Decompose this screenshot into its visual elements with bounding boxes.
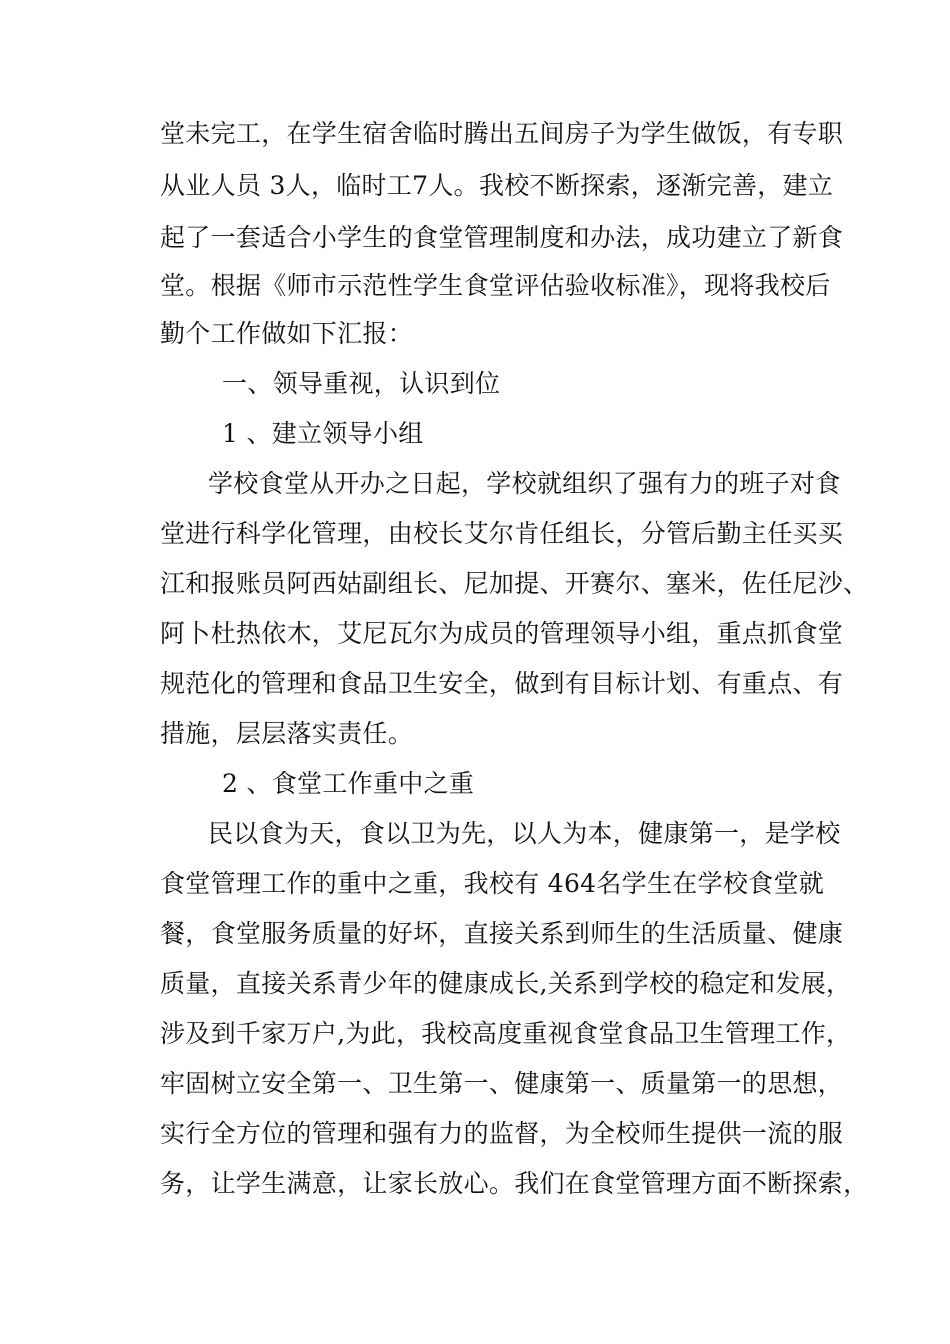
paragraph-line: 堂进行科学化管理，由校长艾尔肯任组长，分管后勤主任买买 — [160, 519, 844, 548]
paragraph-line: 餐，食堂服务质量的好坏，直接关系到师生的生活质量、健康 — [160, 919, 844, 948]
paragraph-line: 食堂管理工作的重中之重，我校有 464名学生在学校食堂就 — [160, 869, 825, 898]
paragraph-line: 民以食为天，食以卫为先，以人为本，健康第一，是学校 — [208, 819, 841, 848]
paragraph-line: 起了一套适合小学生的食堂管理制度和办法，成功建立了新食 — [160, 223, 844, 252]
paragraph-line: 堂。根据《师市示范性学生食堂评估验收标准》，现将我校后 — [160, 271, 831, 300]
paragraph-line: 措施，层层落实责任。 — [160, 719, 414, 748]
paragraph-line: 学校食堂从开办之日起，学校就组织了强有力的班子对食 — [208, 469, 841, 498]
paragraph-line: 务，让学生满意，让家长放心。我们在食堂管理方面不断探索， — [160, 1169, 869, 1198]
paragraph-line: 阿卜杜热依木，艾尼瓦尔为成员的管理领导小组，重点抓食堂 — [160, 619, 844, 648]
paragraph-line: 江和报账员阿西姑副组长、尼加提、开赛尔、塞米，佐任尼沙、 — [160, 569, 869, 598]
paragraph-line: 规范化的管理和食品卫生安全，做到有目标计划、有重点、有 — [160, 669, 844, 698]
paragraph-line: 勤个工作做如下汇报： — [160, 319, 414, 348]
paragraph-line: 实行全方位的管理和强有力的监督，为全校师生提供一流的服 — [160, 1119, 844, 1148]
section-heading: 一、领导重视，认识到位 — [222, 369, 501, 398]
subsection-heading: 1 、建立领导小组 — [222, 419, 424, 448]
paragraph-line: 牢固树立安全第一、卫生第一、健康第一、质量第一的思想， — [160, 1069, 844, 1098]
paragraph-line: 堂未完工，在学生宿舍临时腾出五间房子为学生做饭，有专职 — [160, 119, 844, 148]
subsection-heading: 2 、食堂工作重中之重 — [222, 769, 475, 798]
paragraph-line: 从业人员 3人，临时工7人。我校不断探索，逐渐完善，建立 — [160, 171, 834, 200]
paragraph-line: 质量，直接关系青少年的健康成长,关系到学校的稳定和发展， — [160, 969, 852, 998]
paragraph-line: 涉及到千家万户,为此，我校高度重视食堂食品卫生管理工作， — [160, 1019, 852, 1048]
